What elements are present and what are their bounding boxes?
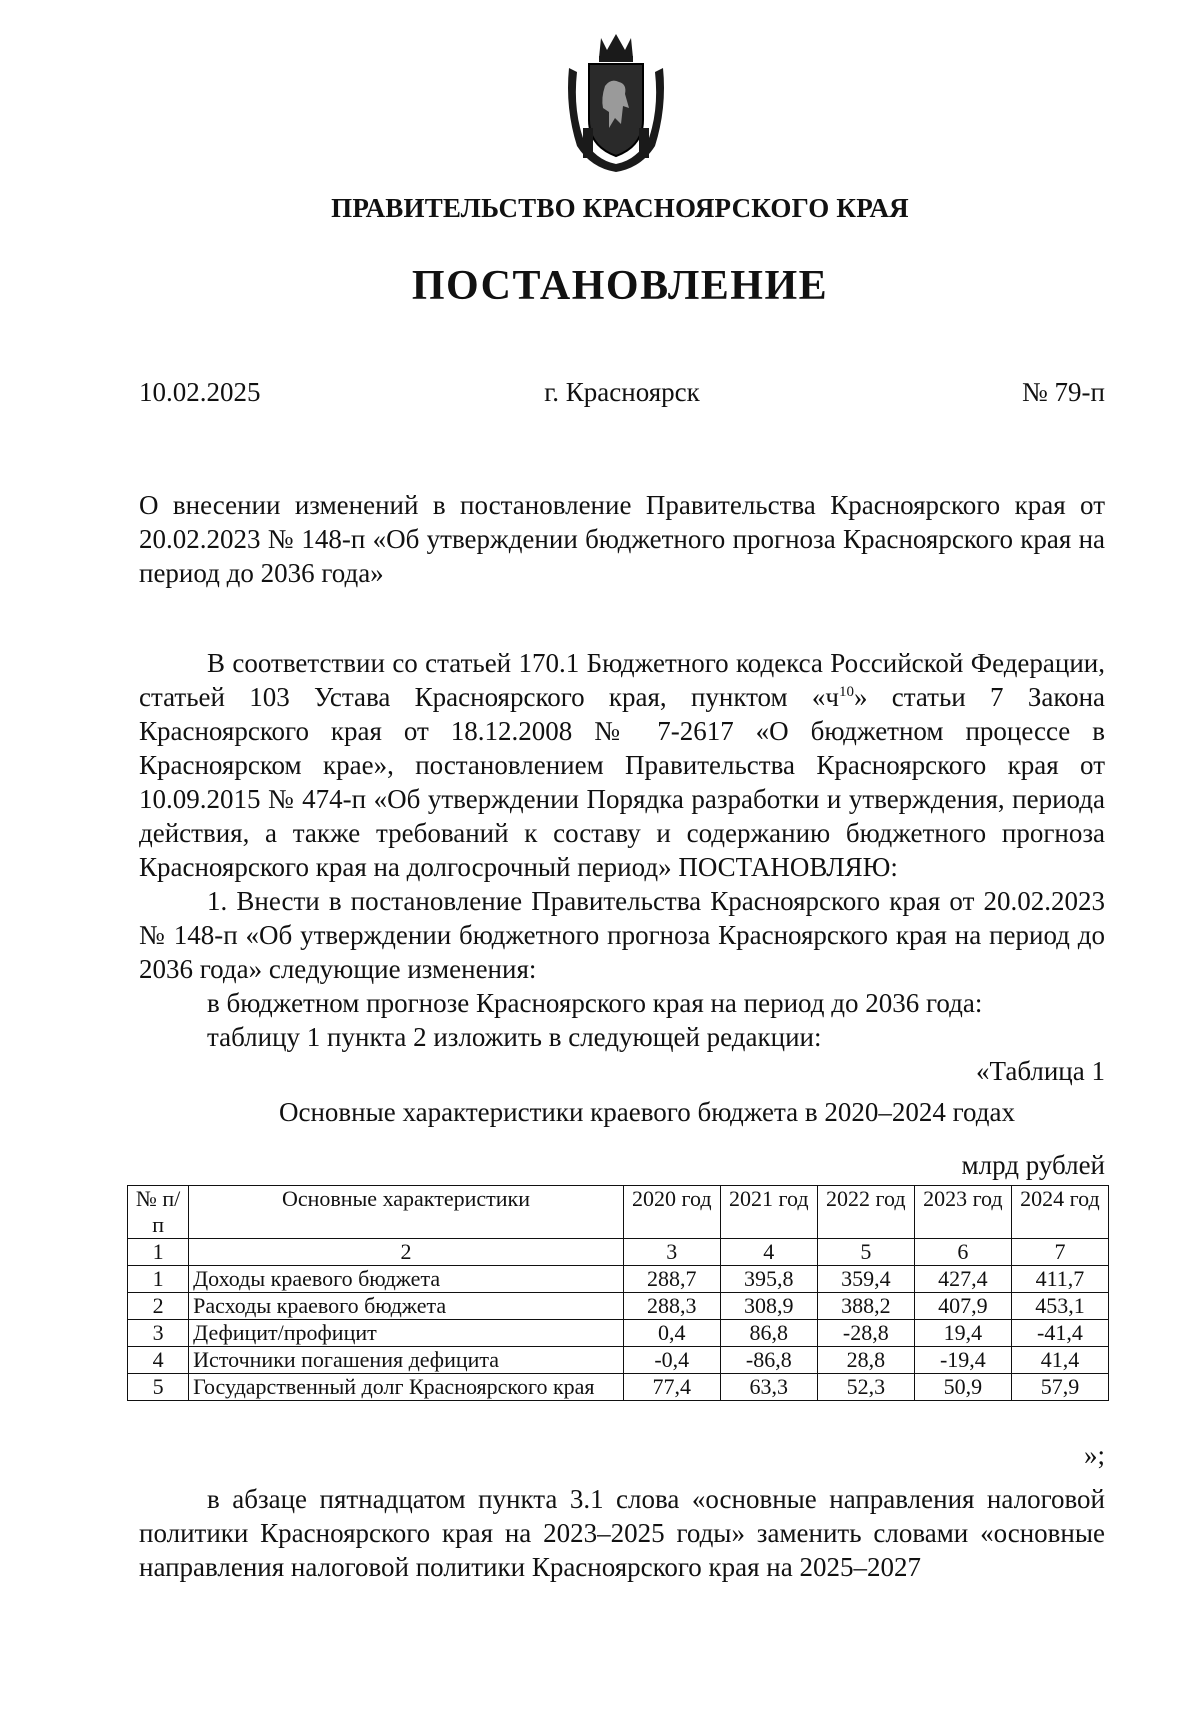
header-cell: 2024 год xyxy=(1011,1186,1108,1239)
table-closing-quote: »; xyxy=(1083,1440,1105,1470)
column-number-cell: 1 xyxy=(128,1239,189,1266)
table-row xyxy=(128,1374,1109,1401)
clause-1-paragraph: 1. Внести в постановление Правительства Красноярского края от 20.02.2023 № 148-п «Об утверждении бюджетного прогноза Красноярского края на период до 2036 года» следующие изменения: xyxy=(139,886,1105,984)
value-cell: 41,4 xyxy=(1011,1347,1108,1374)
value-cell: 0,4 xyxy=(623,1320,720,1347)
value-cell: -0,4 xyxy=(623,1347,720,1374)
value-cell: -28,8 xyxy=(817,1320,914,1347)
row-label-cell: Дефицит/профицит xyxy=(189,1320,624,1347)
column-number-cell: 7 xyxy=(1011,1239,1108,1266)
row-number-cell: 5 xyxy=(128,1374,189,1401)
clause-1-sub-paragraph: в бюджетном прогнозе Красноярского края на период до 2036 года: xyxy=(207,988,983,1018)
value-cell: 359,4 xyxy=(817,1266,914,1293)
header-cell: 2023 год xyxy=(914,1186,1011,1239)
value-cell: 52,3 xyxy=(817,1374,914,1401)
table-row xyxy=(128,1293,1109,1320)
row-label-cell: Расходы краевого бюджета xyxy=(189,1293,624,1320)
clause-1-table-instruction: таблицу 1 пункта 2 изложить в следующей редакции: xyxy=(207,1022,822,1052)
value-cell: 388,2 xyxy=(817,1293,914,1320)
header-cell: 2022 год xyxy=(817,1186,914,1239)
value-cell: 57,9 xyxy=(1011,1374,1108,1401)
document-body xyxy=(139,646,1105,1088)
row-number-cell: 4 xyxy=(128,1347,189,1374)
row-number-cell: 1 xyxy=(128,1266,189,1293)
header-cell: Основные характеристики xyxy=(189,1186,624,1239)
header-cell: № п/п xyxy=(128,1186,189,1239)
budget-table xyxy=(127,1185,1109,1401)
document-date: 10.02.2025 xyxy=(139,377,261,407)
column-number-cell: 3 xyxy=(623,1239,720,1266)
preamble-paragraph xyxy=(139,646,1105,884)
tail-paragraph: в абзаце пятнадцатом пункта 3.1 слова «основные направления налоговой политики Красноярского края на 2023–2025 годы» заменить словами «основные направления налоговой политики Красноярского края на 2025–2027 xyxy=(139,1484,1105,1582)
table-units: млрд рублей xyxy=(961,1150,1105,1180)
value-cell: -19,4 xyxy=(914,1347,1011,1374)
value-cell: 411,7 xyxy=(1011,1266,1108,1293)
column-number-cell: 4 xyxy=(720,1239,817,1266)
government-title: ПРАВИТЕЛЬСТВО КРАСНОЯРСКОГО КРАЯ xyxy=(331,193,909,223)
preamble-part-1: В соответствии со статьей 170.1 Бюджетного кодекса Российской Федерации, статьей 103 Устава Красноярского края, пунктом «ч xyxy=(139,648,1105,712)
document-city: г. Красноярск xyxy=(544,377,700,407)
preamble-part-2: » статьи 7 Закона Красноярского края от 18.12.2008 № 7-2617 «О бюджетном процессе в Красноярском крае», постановлением Правительства Красноярского края от 10.09.2015 № 474-п «Об утверждении Порядка разработки и утверждения, периода действия, а также требований к составу и содержанию бюджетного прогноза Красноярского края на долгосрочный период» ПОСТАНОВЛЯЮ: xyxy=(139,682,1106,882)
value-cell: 427,4 xyxy=(914,1266,1011,1293)
row-number-cell: 2 xyxy=(128,1293,189,1320)
value-cell: 453,1 xyxy=(1011,1293,1108,1320)
table-row xyxy=(128,1266,1109,1293)
value-cell: 63,3 xyxy=(720,1374,817,1401)
value-cell: -41,4 xyxy=(1011,1320,1108,1347)
column-number-row xyxy=(128,1239,1109,1266)
header-cell: 2021 год xyxy=(720,1186,817,1239)
preamble-superscript: 10 xyxy=(839,684,854,700)
table-row xyxy=(128,1320,1109,1347)
subject-text: О внесении изменений в постановление Правительства Красноярского края от 20.02.2023 № 148-п «Об утверждении бюджетного прогноза Красноярского края на период до 2036 года» xyxy=(139,490,1105,588)
table-caption: Основные характеристики краевого бюджета в 2020–2024 годах xyxy=(279,1097,1015,1127)
document-type-title: ПОСТАНОВЛЕНИЕ xyxy=(411,263,829,309)
document-number: № 79-п xyxy=(1022,377,1105,407)
value-cell: 28,8 xyxy=(817,1347,914,1374)
value-cell: 288,3 xyxy=(623,1293,720,1320)
column-number-cell: 2 xyxy=(189,1239,624,1266)
column-number-cell: 5 xyxy=(817,1239,914,1266)
table-label: «Таблица 1 xyxy=(976,1056,1105,1086)
coat-of-arms-icon xyxy=(563,28,669,176)
value-cell: 308,9 xyxy=(720,1293,817,1320)
value-cell: 288,7 xyxy=(623,1266,720,1293)
document-meta-row xyxy=(139,377,1105,417)
value-cell: 395,8 xyxy=(720,1266,817,1293)
table-row xyxy=(128,1347,1109,1374)
header-cell: 2020 год xyxy=(623,1186,720,1239)
row-label-cell: Источники погашения дефицита xyxy=(189,1347,624,1374)
document-subject xyxy=(139,488,1105,590)
row-number-cell: 3 xyxy=(128,1320,189,1347)
row-label-cell: Доходы краевого бюджета xyxy=(189,1266,624,1293)
value-cell: 50,9 xyxy=(914,1374,1011,1401)
coat-of-arms-emblem xyxy=(563,28,669,176)
table-header-row xyxy=(128,1186,1109,1239)
row-label-cell: Государственный долг Красноярского края xyxy=(189,1374,624,1401)
tail-paragraph-block xyxy=(139,1482,1105,1584)
column-number-cell: 6 xyxy=(914,1239,1011,1266)
value-cell: -86,8 xyxy=(720,1347,817,1374)
value-cell: 77,4 xyxy=(623,1374,720,1401)
value-cell: 19,4 xyxy=(914,1320,1011,1347)
value-cell: 407,9 xyxy=(914,1293,1011,1320)
value-cell: 86,8 xyxy=(720,1320,817,1347)
